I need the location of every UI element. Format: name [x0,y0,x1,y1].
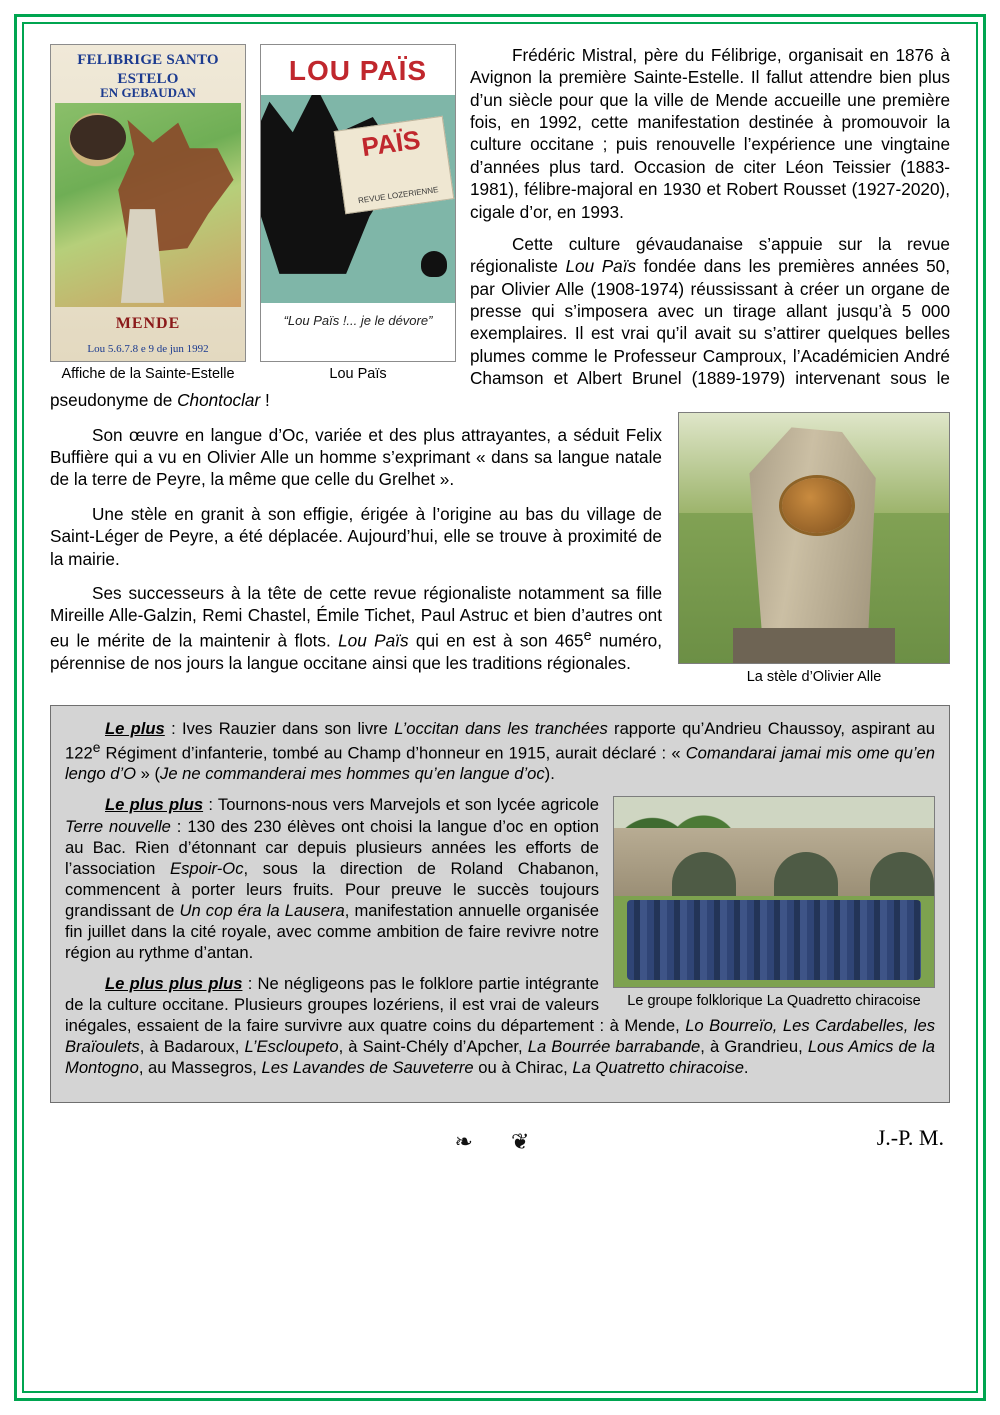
stele-photo [678,412,950,664]
text-segment: ). [544,764,555,784]
portrait-illustration [70,115,126,160]
page-content [40,40,960,1375]
figure-caption: La stèle d’Olivier Alle [746,668,882,685]
text-italic: Lous Amics de la Montogno [65,1037,935,1078]
figure-caption: Le groupe folklorique La Quadretto chiracoise [627,993,921,1010]
poster2-inner-title: PAÏS [359,124,423,163]
text-segment: ou à Chirac, [473,1058,573,1078]
text-italic: L’occitan dans les tranchées [394,718,608,738]
poster2-artwork [261,95,455,303]
poster-sainte-estelle-image [50,44,246,362]
label-le-plus-plus-plus: Le plus plus plus [105,973,243,993]
bronze-medallion [782,478,852,533]
text-italic: Espoir-Oc [170,858,244,878]
poster2-footer [261,303,455,361]
text-segment: ! [260,390,270,411]
poster1-city: MENDE [115,315,181,332]
text-italic: Lou Païs [338,630,409,651]
text-italic: Comandarai jamai mis ome qu’en lengo d’O [65,743,935,784]
bridge-arch [870,852,934,896]
poster1-subtitle: EN GEBAUDAN [100,85,196,100]
text-segment: » ( [136,764,161,784]
text-italic: Chontoclar [177,390,261,411]
label-le-plus-plus: Le plus plus [105,795,204,815]
text-segment: Régiment d’infanterie, tombé au Champ d’honneur en 1915, aurait déclaré : « [100,743,686,763]
text-segment: , au Massegros, [138,1058,262,1078]
poster-lou-pais-image [260,44,456,362]
bridge-photo [613,796,935,988]
text-superscript: e [92,738,101,755]
paragraph-oeuvre: Son œuvre en langue d’Oc, variée et des plus attrayantes, a séduit Felix Buffière qui a vu en Olivier Alle un homme s’exprimant « dans sa langue natale de la terre de Peyre, la même que celle du Grelhet ». [50,424,662,490]
text-segment: Ses successeurs à la tête de cette revue régionaliste notamment sa fille Mireille Alle-Galzin, Remi Chastel, Émile Tichet, Paul Astruc et bien d’autres ont eu le mérite de la maintenir à flots. [50,582,662,651]
figure-caption: Affiche de la Sainte-Estelle [61,366,235,382]
text-segment: rapporte qu’Andrieu Chaussoy, aspirant au 122 [65,718,936,763]
ornament-icon: ❧ ❦ [454,1129,546,1155]
bridge-arch [672,852,736,896]
text-italic: Lou Païs [565,256,637,277]
poster1-dates: Lou 5.6.7.8 e 9 de jun 1992 [87,343,209,355]
bridge-structure [614,828,934,896]
text-segment: , à Badaroux, [139,1037,245,1057]
text-segment: , sous la direction de Roland Chabanon, commencent à porter leurs fruits. Pour preuve le succès toujours grandissant de [65,858,599,920]
text-segment: , à Saint-Chély d’Apcher, [338,1037,528,1057]
text-segment: : Ives Rauzier dans son livre [164,718,395,738]
text-segment: , à Grandrieu, [700,1037,808,1057]
text-italic: La Quatretto chiracoise [572,1058,744,1078]
folk-group-crowd [627,900,921,980]
label-le-plus: Le plus [105,718,165,738]
highlight-box [50,705,950,1104]
page-footer [50,1125,950,1165]
text-segment: , manifestation annuelle organisée fin juillet dans la cité royale, avec comme ambition de faire revivre notre région au rythme d’antan. [65,900,599,962]
text-italic: Je ne commanderai mes hommes qu’en langue d’oc [160,764,545,784]
figure-stele-olivier-alle [678,412,950,685]
paragraph-intro: Frédéric Mistral, père du Félibrige, organisait en 1876 à Avignon la première Sainte-Estelle. Il fallut attendre bien plus d’un siècle pour que la ville de Mende accueille une première fois, en 1992, cette manifestation destinée à promouvoir la culture occitane ; puis renouvelle l’expérience une vingtaine d’années plus tard. Occasion de citer Léon Teissier (1883-1981), félibre-majoral en 1930 et Robert Rousset (1927-2020), cigale d’or, en 1993. [470,45,950,222]
text-italic: L’Escloupeto [244,1037,339,1057]
text-segment: Cette culture gévaudanaise s’appuie sur la revue régionaliste [470,233,950,277]
figure-lou-pais [260,44,456,382]
paragraph-stele: Une stèle en granit à son effigie, érigée à l’origine au bas du village de Saint-Léger de Peyre, a été déplacée. Aujourd’hui, elle se trouve à proximité de la mairie. [50,503,662,569]
text-italic: Les Lavandes de Sauveterre [261,1058,474,1078]
poster1-artwork [55,103,241,307]
text-segment: : 130 des 230 élèves ont choisi la langue d’oc en option au Bac. Rien d’étonnant car depuis plusieurs années les efforts de l’association [65,816,599,878]
text-italic: Lo Bourreïo, Les Cardabelles, les Braïoulets [65,1016,936,1057]
text-italic: Terre nouvelle [65,816,171,836]
text-segment: qui en est à son 465 [408,630,584,651]
text-segment: fondée dans les premières années 50, par Olivier Alle (1908-1974) réussissant à créer un organe de presse qui s’imposera avec un tirage allant jusqu’à 5 000 exemplaires. Il est vrai qu’il avait su s’attirer quelques belles plumes comme le Professeur Camproux, l’Académicien André Chamson et Albert Brunel (1889-1979) intervenant sous le pseudonyme de [50,256,950,411]
text-segment: : Ne négligeons pas le folklore partie intégrante de la culture occitane. Plusieurs groupes lozériens, il est vrai de valeurs inégales, essaient de la faire survivre aux quatre coins du département : à Mende, [65,973,686,1036]
author-signature: J.-P. M. [876,1125,944,1151]
text-segment: numéro, pérennise de nos jours la langue occitane ainsi que les traditions régionales. [50,630,662,673]
poster2-slogan: “Lou Païs !... je le dévore” [283,313,433,328]
bridge-arch [774,852,838,896]
text-italic: La Bourrée barrabande [527,1037,701,1057]
text-italic: Un cop éra la Lausera [179,900,345,920]
text-segment: . [743,1058,749,1078]
figure-groupe-folklorique [613,796,935,1009]
poster2-inner-magazine [334,116,455,214]
poster2-title: LOU PAÏS [288,55,428,86]
stone-base [733,628,895,663]
cat-silhouette-icon [421,251,447,277]
figure-affiche-sainte-estelle [50,44,246,382]
poster2-inner-subtitle: REVUE LOZERIENNE [357,185,439,206]
paragraph-le-plus [65,718,935,785]
figure-caption: Lou Païs [329,366,387,382]
text-segment: : Tournons-nous vers Marvejols et son lycée agricole [203,795,599,815]
text-superscript: e [583,627,592,644]
poster1-title: FELIBRIGE SANTO ESTELO [77,52,219,87]
